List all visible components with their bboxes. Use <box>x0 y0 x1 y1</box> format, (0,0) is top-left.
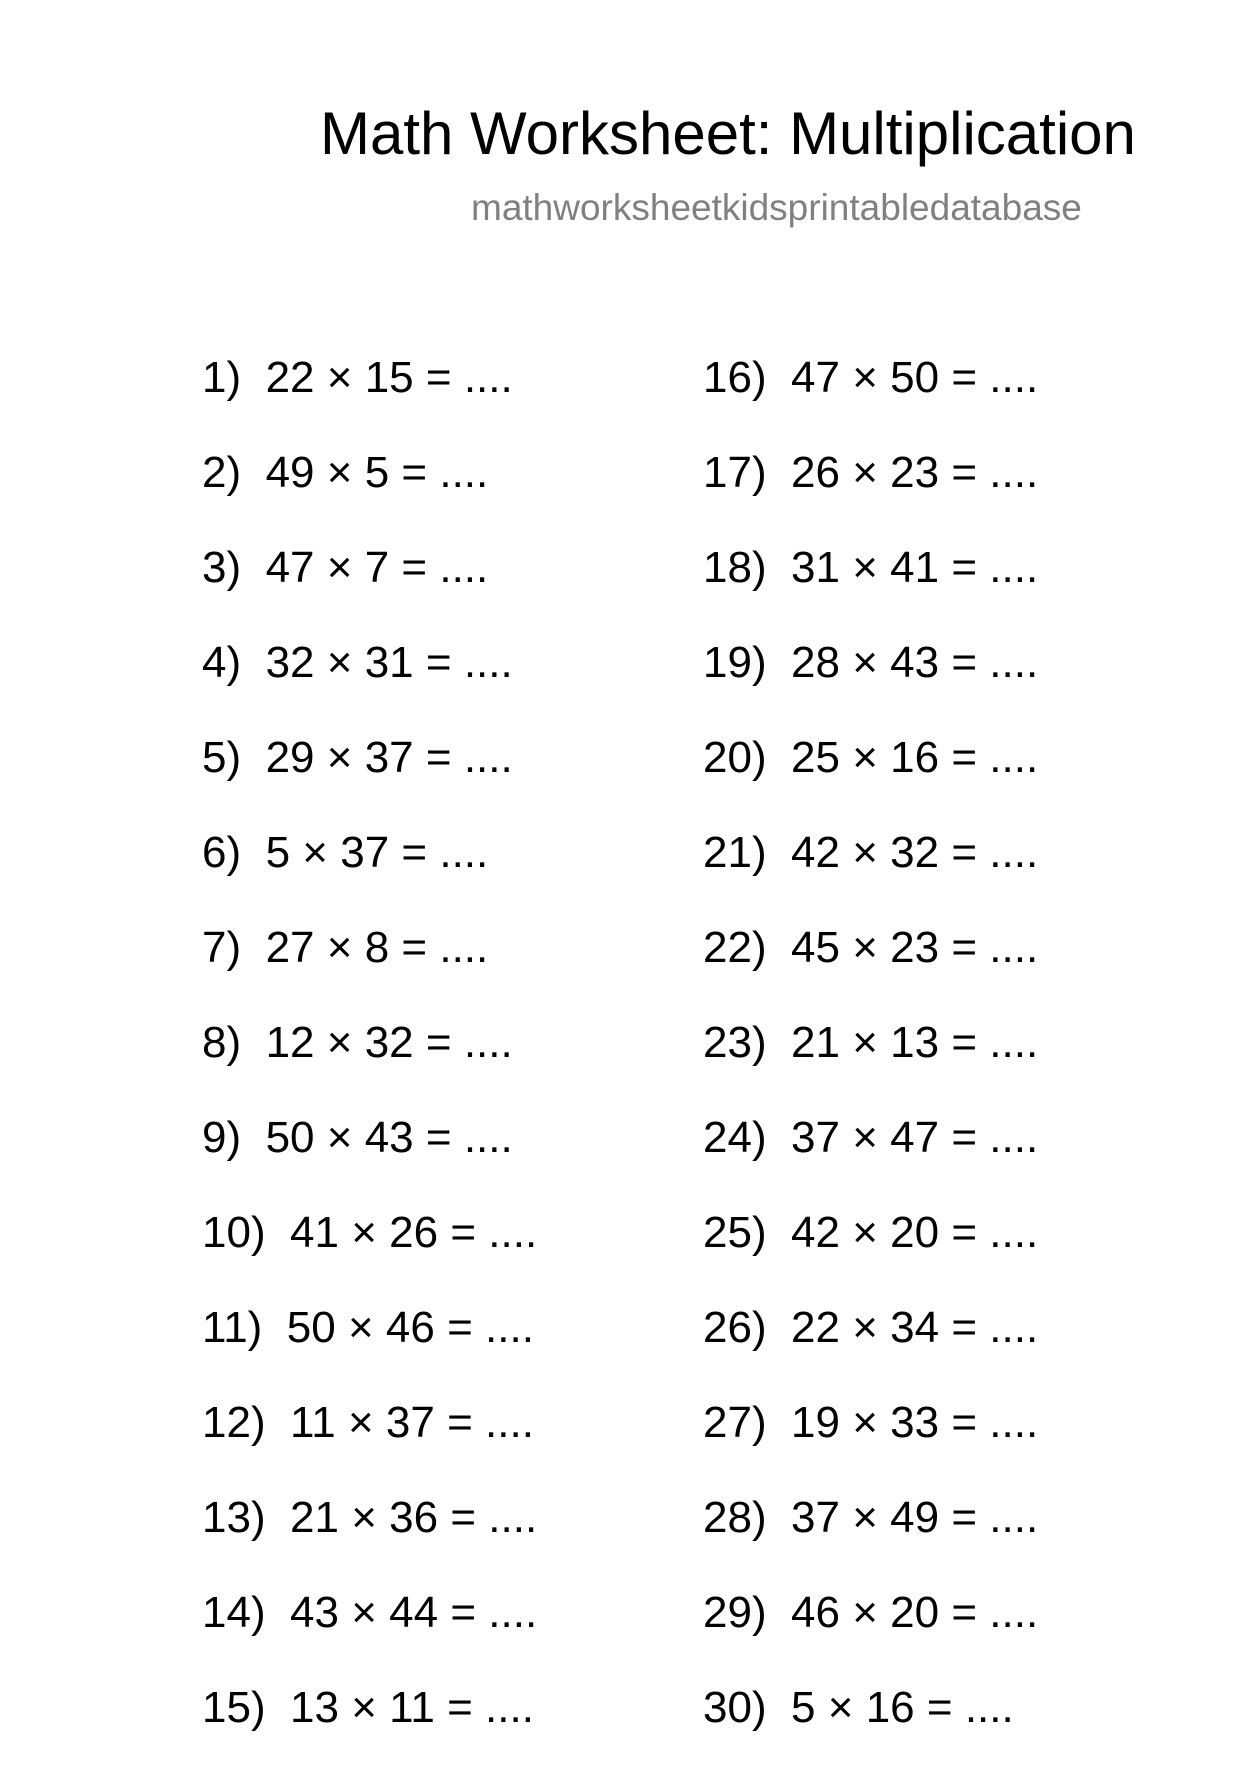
answer-blank: .... <box>989 733 1039 782</box>
problem-number: 25) <box>703 1208 767 1257</box>
answer-blank: .... <box>989 638 1039 687</box>
operand-a: 42 <box>791 1208 840 1257</box>
operand-a: 22 <box>791 1303 840 1352</box>
multiply-sign: × <box>852 1398 878 1447</box>
operand-a: 43 <box>290 1588 339 1637</box>
equals-sign: = <box>951 1588 978 1637</box>
operand-b: 32 <box>364 1018 414 1067</box>
equals-sign: = <box>450 1493 477 1542</box>
problem-number: 20) <box>703 733 767 782</box>
answer-blank: .... <box>989 1208 1039 1257</box>
problem-number: 6) <box>202 828 242 877</box>
answer-blank: .... <box>439 448 489 497</box>
answer-blank: .... <box>989 1398 1039 1447</box>
answer-blank: .... <box>463 638 513 687</box>
answer-blank: .... <box>488 1208 538 1257</box>
problem-item <box>703 637 1038 732</box>
operand-b: 33 <box>890 1398 940 1447</box>
operand-a: 19 <box>791 1398 840 1447</box>
problem-item <box>202 1397 537 1492</box>
multiply-sign: × <box>852 733 878 782</box>
problem-number: 26) <box>703 1303 767 1352</box>
problem-item <box>703 827 1038 922</box>
problem-item <box>202 352 537 447</box>
operand-b: 49 <box>890 1493 940 1542</box>
problem-item <box>202 732 537 827</box>
multiply-sign: × <box>326 638 353 687</box>
problem-item <box>703 542 1038 637</box>
operand-b: 34 <box>890 1303 940 1352</box>
problem-item <box>202 827 537 922</box>
answer-blank: .... <box>439 543 489 592</box>
operand-b: 23 <box>890 448 940 497</box>
equals-sign: = <box>401 828 428 877</box>
operand-b: 43 <box>890 638 940 687</box>
answer-blank: .... <box>989 1303 1039 1352</box>
answer-blank: .... <box>485 1398 534 1447</box>
problem-item <box>202 542 537 637</box>
answer-blank: .... <box>488 1493 538 1542</box>
operand-a: 50 <box>286 1303 336 1352</box>
operand-a: 46 <box>791 1588 840 1637</box>
equals-sign: = <box>951 828 978 877</box>
operand-b: 44 <box>389 1588 439 1637</box>
answer-blank: .... <box>463 1018 513 1067</box>
multiply-sign: × <box>852 1018 878 1067</box>
problem-item <box>202 1207 537 1302</box>
problem-item <box>703 732 1038 827</box>
multiply-sign: × <box>852 448 878 497</box>
equals-sign: = <box>447 1303 473 1352</box>
problem-item <box>202 1492 537 1587</box>
equals-sign: = <box>450 1588 477 1637</box>
problem-item <box>202 637 537 732</box>
multiply-sign: × <box>326 448 353 497</box>
multiply-sign: × <box>347 1303 374 1352</box>
multiply-sign: × <box>302 828 328 877</box>
operand-b: 31 <box>364 638 414 687</box>
operand-b: 20 <box>890 1588 940 1637</box>
problem-item <box>703 922 1038 1017</box>
problem-number: 30) <box>703 1683 767 1732</box>
multiply-sign: × <box>852 1588 878 1637</box>
answer-blank: .... <box>989 828 1039 877</box>
operand-b: 43 <box>364 1113 414 1162</box>
operand-a: 26 <box>791 448 840 497</box>
operand-b: 5 <box>364 448 390 497</box>
answer-blank: .... <box>989 448 1039 497</box>
problem-number: 9) <box>202 1113 242 1162</box>
equals-sign: = <box>447 1683 473 1732</box>
multiply-sign: × <box>852 1113 878 1162</box>
answer-blank: .... <box>989 1588 1039 1637</box>
answer-blank: .... <box>989 1113 1039 1162</box>
problem-number: 22) <box>703 923 767 972</box>
answer-blank: .... <box>463 353 513 402</box>
problem-number: 24) <box>703 1113 767 1162</box>
multiply-sign: × <box>326 1018 353 1067</box>
problem-number: 7) <box>202 923 242 972</box>
equals-sign: = <box>425 733 452 782</box>
operand-a: 47 <box>265 543 315 592</box>
problem-number: 16) <box>703 353 767 402</box>
operand-b: 26 <box>389 1208 439 1257</box>
answer-blank: .... <box>463 1113 513 1162</box>
multiply-sign: × <box>852 1208 878 1257</box>
operand-b: 11 <box>389 1683 435 1732</box>
equals-sign: = <box>951 638 978 687</box>
operand-a: 12 <box>265 1018 315 1067</box>
multiply-sign: × <box>326 543 353 592</box>
operand-b: 37 <box>385 1398 435 1447</box>
operand-a: 11 <box>290 1398 336 1447</box>
problem-item <box>703 352 1038 447</box>
equals-sign: = <box>951 543 978 592</box>
operand-b: 20 <box>890 1208 940 1257</box>
problem-number: 13) <box>202 1493 266 1542</box>
problem-item <box>703 1492 1038 1587</box>
equals-sign: = <box>425 1113 452 1162</box>
problem-number: 2) <box>202 448 242 497</box>
equals-sign: = <box>401 923 428 972</box>
answer-blank: .... <box>989 923 1039 972</box>
answer-blank: .... <box>463 733 513 782</box>
answer-blank: .... <box>485 1683 534 1732</box>
operand-a: 21 <box>791 1018 840 1067</box>
operand-b: 8 <box>364 923 390 972</box>
problem-number: 29) <box>703 1588 767 1637</box>
operand-a: 50 <box>265 1113 315 1162</box>
answer-blank: .... <box>488 1588 538 1637</box>
problem-number: 5) <box>202 733 242 782</box>
problem-number: 23) <box>703 1018 767 1067</box>
operand-a: 21 <box>290 1493 339 1542</box>
operand-a: 45 <box>791 923 840 972</box>
operand-a: 42 <box>791 828 840 877</box>
operand-b: 16 <box>890 733 940 782</box>
operand-b: 32 <box>890 828 940 877</box>
equals-sign: = <box>926 1683 953 1732</box>
multiply-sign: × <box>351 1208 377 1257</box>
operand-a: 37 <box>791 1113 840 1162</box>
operand-b: 41 <box>890 543 940 592</box>
answer-blank: .... <box>964 1683 1014 1732</box>
equals-sign: = <box>425 638 452 687</box>
equals-sign: = <box>401 543 428 592</box>
equals-sign: = <box>951 1493 978 1542</box>
equals-sign: = <box>951 1018 978 1067</box>
operand-a: 5 <box>791 1683 816 1732</box>
problem-item <box>703 1017 1038 1112</box>
equals-sign: = <box>425 1018 452 1067</box>
answer-blank: .... <box>989 1018 1039 1067</box>
problem-number: 28) <box>703 1493 767 1542</box>
operand-a: 47 <box>791 353 840 402</box>
problem-number: 11) <box>202 1303 263 1352</box>
equals-sign: = <box>447 1398 473 1447</box>
problem-item <box>703 1207 1038 1302</box>
problem-number: 8) <box>202 1018 242 1067</box>
multiply-sign: × <box>852 543 878 592</box>
equals-sign: = <box>951 353 978 402</box>
answer-blank: .... <box>989 1493 1039 1542</box>
multiply-sign: × <box>852 1303 878 1352</box>
equals-sign: = <box>425 353 452 402</box>
problem-item <box>202 1682 537 1777</box>
problem-item <box>703 1397 1038 1492</box>
problem-item <box>202 1302 537 1397</box>
operand-b: 16 <box>865 1683 915 1732</box>
operand-a: 5 <box>265 828 291 877</box>
multiply-sign: × <box>347 1398 374 1447</box>
multiply-sign: × <box>326 1113 353 1162</box>
problem-item <box>703 1682 1038 1777</box>
problem-number: 12) <box>202 1398 266 1447</box>
problem-number: 19) <box>703 638 767 687</box>
problem-item <box>703 447 1038 542</box>
problem-item <box>703 1302 1038 1397</box>
answer-blank: .... <box>485 1303 534 1352</box>
multiply-sign: × <box>351 1493 377 1542</box>
operand-a: 27 <box>265 923 315 972</box>
operand-b: 46 <box>385 1303 435 1352</box>
multiply-sign: × <box>827 1683 854 1732</box>
equals-sign: = <box>951 923 978 972</box>
equals-sign: = <box>450 1208 477 1257</box>
problem-number: 1) <box>202 353 242 402</box>
operand-a: 22 <box>265 353 315 402</box>
multiply-sign: × <box>326 923 353 972</box>
operand-a: 25 <box>791 733 840 782</box>
operand-a: 41 <box>290 1208 339 1257</box>
operand-b: 15 <box>364 353 414 402</box>
equals-sign: = <box>951 448 978 497</box>
multiply-sign: × <box>852 1493 878 1542</box>
problem-number: 10) <box>202 1208 266 1257</box>
operand-b: 47 <box>890 1113 940 1162</box>
equals-sign: = <box>951 1208 978 1257</box>
multiply-sign: × <box>852 638 878 687</box>
operand-b: 7 <box>364 543 390 592</box>
problem-number: 18) <box>703 543 767 592</box>
answer-blank: .... <box>989 543 1039 592</box>
operand-b: 13 <box>890 1018 940 1067</box>
problem-item <box>202 922 537 1017</box>
operand-b: 36 <box>389 1493 439 1542</box>
problem-number: 3) <box>202 543 242 592</box>
problem-item <box>202 447 537 542</box>
answer-blank: .... <box>439 828 489 877</box>
problem-number: 21) <box>703 828 767 877</box>
page-title: Math Worksheet: Multiplication <box>320 100 1136 167</box>
problem-item <box>703 1112 1038 1207</box>
problem-column-right <box>703 352 1038 1777</box>
page-subtitle: mathworksheetkidsprintabledatabase <box>471 187 1082 228</box>
problem-item <box>703 1587 1038 1682</box>
equals-sign: = <box>401 448 428 497</box>
equals-sign: = <box>951 1398 978 1447</box>
operand-b: 37 <box>340 828 390 877</box>
problem-number: 4) <box>202 638 242 687</box>
equals-sign: = <box>951 1113 978 1162</box>
operand-a: 32 <box>265 638 315 687</box>
operand-a: 31 <box>791 543 840 592</box>
operand-a: 13 <box>290 1683 339 1732</box>
operand-b: 23 <box>890 923 940 972</box>
multiply-sign: × <box>351 1683 377 1732</box>
operand-b: 37 <box>364 733 414 782</box>
multiply-sign: × <box>852 353 878 402</box>
problem-item <box>202 1112 537 1207</box>
problem-column-left <box>202 352 537 1777</box>
problem-number: 14) <box>202 1588 266 1637</box>
equals-sign: = <box>951 733 978 782</box>
answer-blank: .... <box>439 923 489 972</box>
multiply-sign: × <box>852 828 878 877</box>
multiply-sign: × <box>852 923 878 972</box>
multiply-sign: × <box>351 1588 377 1637</box>
problem-number: 17) <box>703 448 767 497</box>
problem-item <box>202 1017 537 1112</box>
operand-a: 49 <box>265 448 315 497</box>
multiply-sign: × <box>326 353 353 402</box>
operand-a: 28 <box>791 638 840 687</box>
equals-sign: = <box>951 1303 978 1352</box>
problem-number: 27) <box>703 1398 767 1447</box>
operand-a: 37 <box>791 1493 840 1542</box>
answer-blank: .... <box>989 353 1039 402</box>
operand-b: 50 <box>890 353 940 402</box>
problem-number: 15) <box>202 1683 266 1732</box>
problem-item <box>202 1587 537 1682</box>
operand-a: 29 <box>265 733 315 782</box>
multiply-sign: × <box>326 733 353 782</box>
